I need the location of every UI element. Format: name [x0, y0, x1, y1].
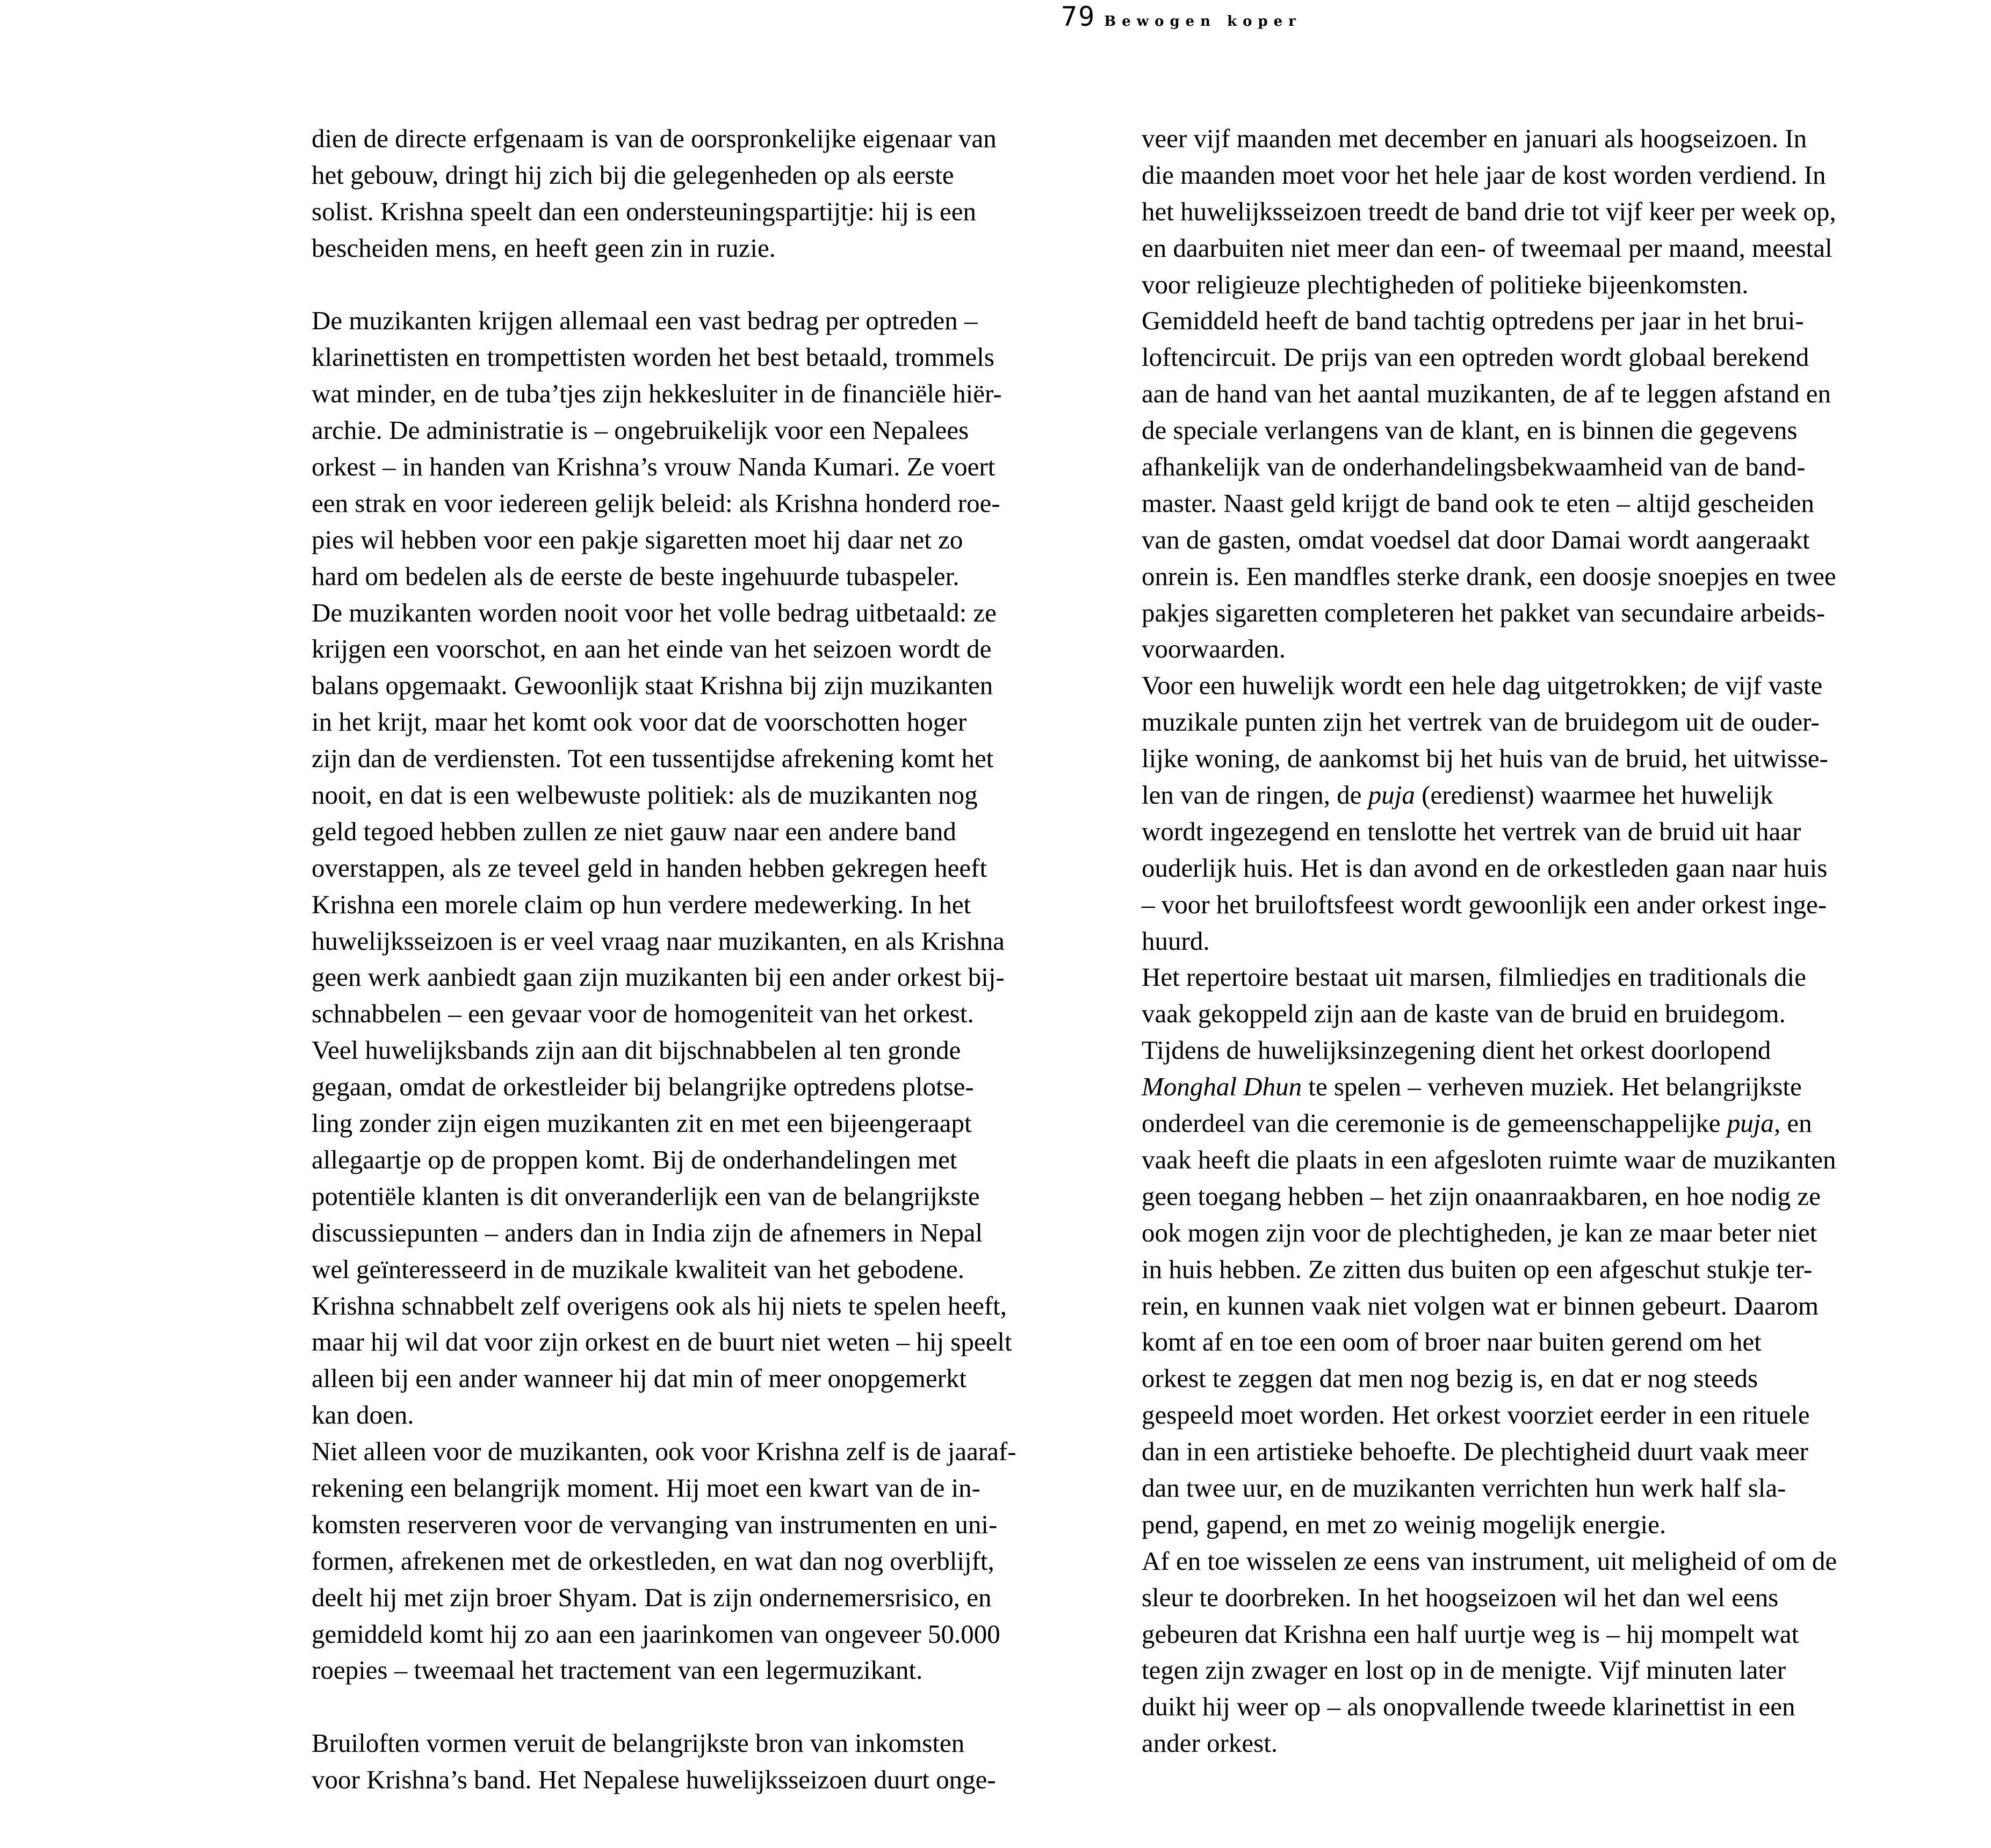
text-line: hard om bedelen als de eerste de beste ingehuurde tubaspeler.	[312, 561, 960, 591]
text-line: nooit, en dat is een welbewuste politiek: als de muzikanten nog	[312, 780, 978, 810]
text-line: deelt hij met zijn broer Shyam. Dat is zijn ondernemersrisico, en	[312, 1582, 992, 1612]
text-line: solist. Krishna speelt dan een ondersteuningspartijtje: hij is een	[312, 196, 976, 226]
text-line: archie. De administratie is – ongebruikelijk voor een Nepalees	[312, 415, 969, 445]
text-line: discussiepunten – anders dan in India zijn de afnemers in Nepal	[312, 1217, 983, 1247]
text-line: in huis hebben. Ze zitten dus buiten op een afgeschut stukje ter-	[1142, 1254, 1813, 1284]
text-line: ouderlijk huis. Het is dan avond en de orkestleden gaan naar huis	[1142, 853, 1828, 883]
text-line: De muzikanten worden nooit voor het volle bedrag uitbetaald: ze	[312, 597, 997, 627]
text-line: Krishna schnabbelt zelf overigens ook als hij niets te spelen heeft,	[312, 1290, 1007, 1320]
text-line: gemiddeld komt hij zo aan een jaarinkomen van ongeveer 50.000	[312, 1619, 1000, 1649]
text-segment: (eredienst) waarmee het huwelijk	[1415, 780, 1773, 810]
text-line: zijn dan de verdiensten. Tot een tussentijdse afrekening komt het	[312, 743, 994, 774]
text-line: muzikale punten zijn het vertrek van de bruidegom uit de ouder-	[1142, 707, 1820, 737]
text-line: ling zonder zijn eigen muzikanten zit en met een bijeengeraapt	[312, 1108, 972, 1138]
text-line: Bruiloften vormen veruit de belangrijkste bron van inkomsten	[312, 1728, 965, 1758]
text-segment: onderdeel van die ceremonie is de gemeenschappelijke	[1142, 1108, 1727, 1138]
text-line: een strak en voor iedereen gelijk beleid: als Krishna honderd roe-	[312, 488, 1000, 518]
text-line: klarinettisten en trompettisten worden het best betaald, trommels	[312, 342, 994, 372]
text-line: overstappen, als ze teveel geld in handen hebben gekregen heeft	[312, 853, 987, 883]
text-line: vaak heeft die plaats in een afgesloten ruimte waar de muzikanten	[1142, 1144, 1836, 1174]
text-line: huwelijksseizoen is er veel vraag naar muzikanten, en als Krishna	[312, 926, 1005, 956]
italic-term: Monghal Dhun	[1142, 1072, 1302, 1102]
text-line: dan in een artistieke behoefte. De plechtigheid duurt vaak meer	[1142, 1436, 1808, 1467]
text-line: wordt ingezegend en tenslotte het vertrek van de bruid uit haar	[1142, 816, 1801, 846]
text-line	[1142, 777, 1937, 813]
text-line: aan de hand van het aantal muzikanten, de af te leggen afstand en	[1142, 379, 1831, 409]
text-line: alleen bij een ander wanneer hij dat min of meer onopgemerkt	[312, 1363, 967, 1394]
text-line: onrein is. Een mandfles sterke drank, een doosje snoepjes en twee	[1142, 561, 1836, 591]
text-line: vaak gekoppeld zijn aan de kaste van de bruid en bruidegom.	[1142, 999, 1786, 1029]
text-line: komt af en toe een oom of broer naar buiten gerend om het	[1142, 1327, 1762, 1357]
text-line: veer vijf maanden met december en januari als hoogseizoen. In	[1142, 124, 1807, 153]
text-line: Krishna een morele claim op hun verdere medewerking. In het	[312, 889, 971, 919]
text-line: het huwelijksseizoen treedt de band drie tot vijf keer per week op,	[1142, 196, 1836, 226]
text-line: voor Krishna’s band. Het Nepalese huwelijksseizoen duurt onge-	[312, 1765, 996, 1795]
text-segment: len van de ringen, de	[1142, 780, 1368, 810]
page-number: 79	[1061, 1, 1096, 32]
running-header	[1061, 1, 1302, 33]
text-line: afhankelijk van de onderhandelingsbekwaamheid van de band-	[1142, 452, 1806, 482]
text-line: roepies – tweemaal het tractement van een legermuzikant.	[312, 1655, 923, 1685]
text-line: Tijdens de huwelijksinzegening dient het orkest doorlopend	[1142, 1035, 1771, 1065]
text-line: Af en toe wisselen ze eens van instrument, uit meligheid of om de	[1142, 1546, 1837, 1576]
text-line: voor religieuze plechtigheden of politieke bijeenkomsten.	[1142, 269, 1749, 299]
text-line: master. Naast geld krijgt de band ook te eten – altijd gescheiden	[1142, 488, 1814, 518]
text-line: dien de directe erfgenaam is van de oorspronkelijke eigenaar van	[312, 124, 997, 153]
text-line: maar hij wil dat voor zijn orkest en de buurt niet weten – hij speelt	[312, 1327, 1012, 1357]
text-line: pies wil hebben voor een pakje sigaretten moet hij daar net zo	[312, 524, 963, 554]
text-line: ook mogen zijn voor de plechtigheden, je kan ze maar beter niet	[1142, 1217, 1817, 1247]
text-line: en daarbuiten niet meer dan een- of tweemaal per maand, meestal	[1142, 233, 1833, 263]
text-line	[1142, 1105, 1937, 1142]
text-line: orkest te zeggen dat men nog bezig is, en dat er nog steeds	[1142, 1363, 1758, 1394]
text-line: loftencircuit. De prijs van een optreden wordt globaal berekend	[1142, 342, 1809, 372]
text-line: balans opgemaakt. Gewoonlijk staat Krishna bij zijn muzikanten	[312, 670, 993, 701]
text-line: de speciale verlangens van de klant, en is binnen die gegevens	[1142, 415, 1798, 445]
text-line: huurd.	[1142, 926, 1210, 956]
text-line: tegen zijn zwager en lost op in de menigte. Vijf minuten later	[1142, 1655, 1786, 1685]
text-line: orkest – in handen van Krishna’s vrouw Nanda Kumari. Ze voert	[312, 452, 996, 482]
text-line: van de gasten, omdat voedsel dat door Damai wordt aangeraakt	[1142, 524, 1810, 554]
text-segment: te spelen – verheven muziek. Het belangrijkste	[1302, 1072, 1802, 1102]
text-line: gebeuren dat Krishna een half uurtje weg is – hij mompelt wat	[1142, 1619, 1799, 1649]
text-line: voorwaarden.	[1142, 634, 1286, 664]
text-line: rekening een belangrijk moment. Hij moet een kwart van de in-	[312, 1472, 981, 1503]
text-line: lijke woning, de aankomst bij het huis van de bruid, het uitwisse-	[1142, 743, 1828, 774]
text-line: wat minder, en de tuba’tjes zijn hekkesluiter in de financiële hiër-	[312, 379, 1002, 409]
text-line: duikt hij weer op – als onopvallende tweede klarinettist in een	[1142, 1692, 1795, 1722]
text-line: Veel huwelijksbands zijn aan dit bijschnabbelen al ten gronde	[312, 1035, 961, 1065]
text-line: pakjes sigaretten completeren het pakket van secundaire arbeids-	[1142, 597, 1826, 627]
text-line: – voor het bruiloftsfeest wordt gewoonlijk een ander orkest inge-	[1142, 889, 1827, 919]
text-line: in het krijt, maar het komt ook voor dat de voorschotten hoger	[312, 707, 967, 737]
text-line: Voor een huwelijk wordt een hele dag uitgetrokken; de vijf vaste	[1142, 670, 1823, 701]
right-column	[1142, 120, 1937, 1762]
text-line: kan doen.	[312, 1400, 414, 1430]
paragraph-gap	[312, 266, 1091, 303]
text-line: geen toegang hebben – het zijn onaanraakbaren, en hoe nodig ze	[1142, 1181, 1821, 1211]
text-line: komsten reserveren voor de vervanging van instrumenten en uni-	[312, 1509, 998, 1539]
text-line: Gemiddeld heeft de band tachtig optredens per jaar in het brui-	[1142, 306, 1804, 336]
text-line: allegaartje op de proppen komt. Bij de onderhandelingen met	[312, 1144, 957, 1174]
text-line: geld tegoed hebben zullen ze niet gauw naar een andere band	[312, 816, 956, 846]
text-line: gespeeld moet worden. Het orkest voorziet eerder in een rituele	[1142, 1400, 1810, 1430]
text-line: dan twee uur, en de muzikanten verrichten hun werk half sla-	[1142, 1472, 1786, 1503]
text-line: Niet alleen voor de muzikanten, ook voor Krishna zelf is de jaaraf-	[312, 1436, 1016, 1467]
left-column	[312, 120, 1091, 1798]
text-line: formen, afrekenen met de orkestleden, en wat dan nog overblijft,	[312, 1546, 994, 1576]
paragraph-gap	[312, 1688, 1091, 1725]
text-line	[1142, 1069, 1937, 1105]
text-line: rein, en kunnen vaak niet volgen wat er binnen gebeurt. Daarom	[1142, 1290, 1819, 1320]
text-line: wel geïnteresseerd in de muzikale kwaliteit van het gebodene.	[312, 1254, 964, 1284]
text-segment: en	[1780, 1108, 1812, 1138]
text-line: sleur te doorbreken. In het hoogseizoen wil het dan wel eens	[1142, 1582, 1779, 1612]
text-line: het gebouw, dringt hij zich bij die gelegenheden op als eerste	[312, 160, 954, 190]
text-line: die maanden moet voor het hele jaar de kost worden verdiend. In	[1142, 160, 1826, 190]
text-line: pend, gapend, en met zo weinig mogelijk energie.	[1142, 1509, 1667, 1539]
text-line: gegaan, omdat de orkestleider bij belangrijke optredens plotse-	[312, 1072, 974, 1102]
text-line: krijgen een voorschot, en aan het einde van het seizoen wordt de	[312, 634, 992, 664]
italic-term: puja	[1368, 780, 1415, 810]
text-line: schnabbelen – een gevaar voor de homogeniteit van het orkest.	[312, 999, 974, 1029]
running-title: Bewogen koper	[1104, 13, 1302, 30]
text-line: bescheiden mens, en heeft geen zin in ruzie.	[312, 233, 776, 263]
text-line: Het repertoire bestaat uit marsen, filmliedjes en traditionals die	[1142, 962, 1806, 992]
text-line: geen werk aanbiedt gaan zijn muzikanten bij een ander orkest bij-	[312, 962, 1005, 992]
text-line: De muzikanten krijgen allemaal een vast bedrag per optreden –	[312, 306, 978, 336]
italic-term: puja,	[1727, 1108, 1781, 1138]
text-line: potentiële klanten is dit onveranderlijk een van de belangrijkste	[312, 1181, 980, 1211]
text-line: ander orkest.	[1142, 1728, 1278, 1758]
